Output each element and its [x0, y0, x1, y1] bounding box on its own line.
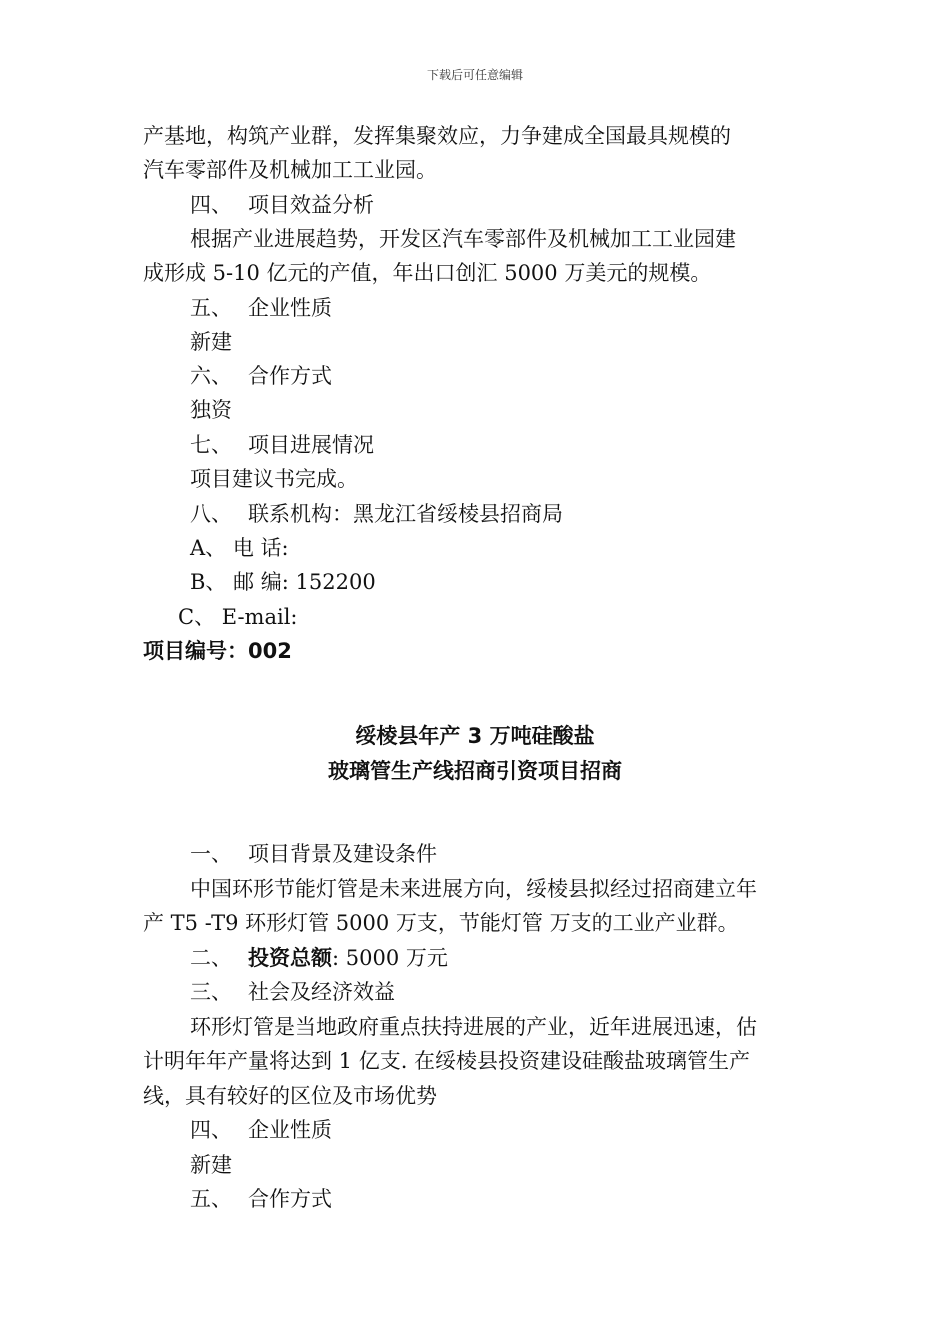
project-title-line-1: 绥棱县年产 3 万吨硅酸盐: [355, 724, 595, 748]
section-number: 五、: [190, 296, 232, 320]
section-heading-nature-2: [190, 1115, 870, 1145]
contact-email: C、 E-mail:: [178, 605, 298, 629]
section-number: 一、: [190, 842, 232, 866]
section-heading-background: [190, 839, 870, 869]
page-header: 下载后可任意编辑: [426, 68, 523, 82]
section-heading-cooperation-2: [190, 1184, 870, 1214]
section-heading-benefit: [190, 190, 870, 220]
project-title-line-2: 玻璃管生产线招商引资项目招商: [328, 759, 622, 783]
section-number: 四、: [190, 193, 232, 217]
section-label: 项目背景及建设条件: [248, 842, 437, 866]
cooperation-value: 独资: [190, 398, 232, 422]
section-heading-cooperation: [190, 361, 870, 391]
section-label: 项目效益分析: [248, 193, 374, 217]
section-heading-social-benefit: [190, 977, 870, 1007]
section-label: 合作方式: [248, 1187, 332, 1211]
section-number: 四、: [190, 1118, 232, 1142]
section-number: 二、: [190, 946, 232, 970]
section-heading-nature: [190, 293, 870, 323]
social-benefit-text-1: 环形灯管是当地政府重点扶持进展的产业，近年进展迅速，估: [190, 1015, 757, 1039]
background-text-2: 产 T5 -T9 环形灯管 5000 万支，节能灯管 万支的工业产业群。: [143, 911, 739, 935]
contact-postcode: B、 邮 编: 152200: [190, 570, 376, 594]
section-label: 企业性质: [248, 1118, 332, 1142]
section-label: 项目进展情况: [248, 433, 374, 457]
section-number: 五、: [190, 1187, 232, 1211]
section-label: 投资总额: [248, 946, 332, 970]
nature-value: 新建: [190, 330, 232, 354]
section-heading-contact: [190, 499, 870, 529]
section-label: 企业性质: [248, 296, 332, 320]
background-text-1: 中国环形节能灯管是未来进展方向，绥棱县拟经过招商建立年: [190, 877, 757, 901]
contact-phone: A、 电 话:: [190, 536, 289, 560]
intro-line-1: 产基地，构筑产业群，发挥集聚效应，力争建成全国最具规模的: [143, 124, 731, 148]
section-heading-investment: [190, 943, 870, 973]
investment-value: : 5000 万元: [332, 946, 448, 970]
social-benefit-text-2: 计明年年产量将达到 1 亿支. 在绥棱县投资建设硅酸盐玻璃管生产: [143, 1049, 751, 1073]
section-label: 联系机构：黑龙江省绥棱县招商局: [248, 502, 563, 526]
section-number: 三、: [190, 980, 232, 1004]
section-label: 合作方式: [248, 364, 332, 388]
intro-line-2: 汽车零部件及机械加工工业园。: [143, 158, 437, 182]
section-number: 八、: [190, 502, 232, 526]
benefit-text-1: 根据产业进展趋势，开发区汽车零部件及机械加工工业园建: [190, 227, 736, 251]
nature-value-2: 新建: [190, 1153, 232, 1177]
benefit-text-2: 成形成 5-10 亿元的产值，年出口创汇 5000 万美元的规模。: [143, 261, 712, 285]
section-label: 社会及经济效益: [248, 980, 395, 1004]
social-benefit-text-3: 线，具有较好的区位及市场优势: [143, 1084, 437, 1108]
section-number: 七、: [190, 433, 232, 457]
project-number: 项目编号：002: [143, 639, 292, 663]
section-heading-progress: [190, 430, 870, 460]
section-number: 六、: [190, 364, 232, 388]
progress-value: 项目建议书完成。: [190, 467, 358, 491]
